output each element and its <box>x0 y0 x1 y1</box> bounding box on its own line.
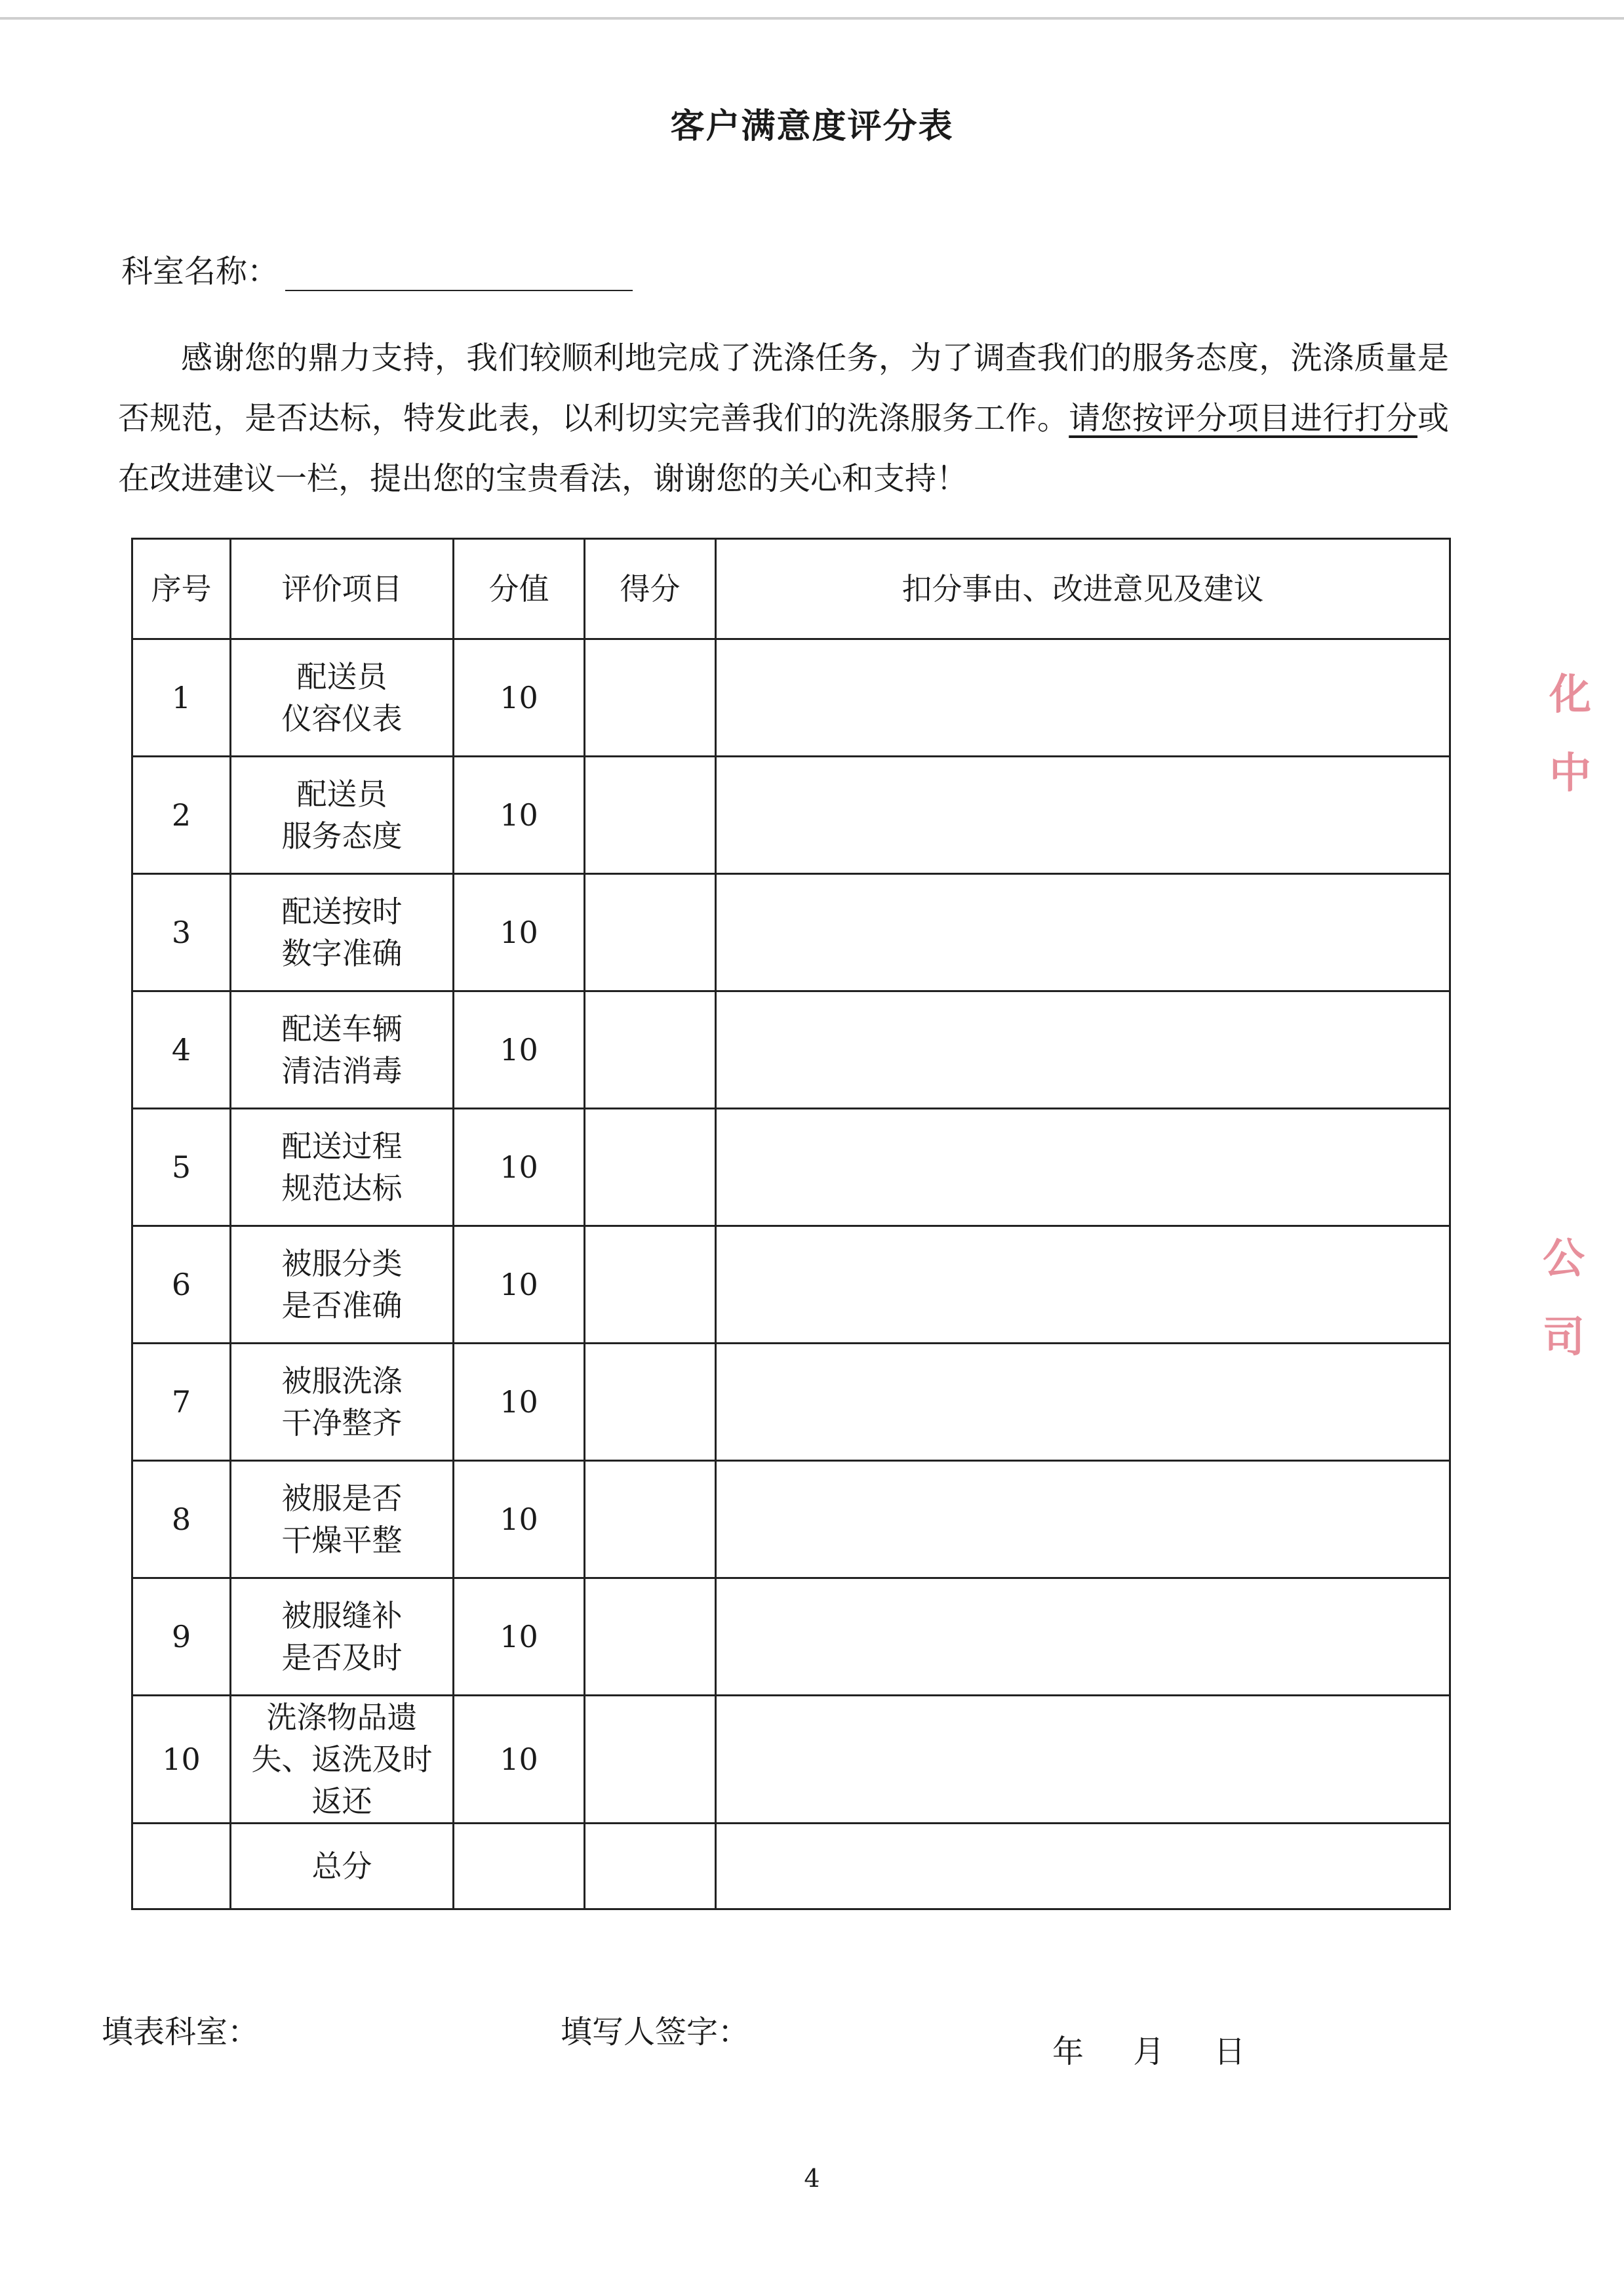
form-title: 客户满意度评分表 <box>670 106 954 146</box>
row-score-input[interactable] <box>585 1578 716 1696</box>
row-comment-input[interactable] <box>716 1461 1450 1578</box>
row-score-input[interactable] <box>585 874 716 991</box>
row-comment-input[interactable] <box>716 757 1450 874</box>
table-header-row <box>132 539 1450 639</box>
total-score-input[interactable] <box>585 1824 716 1909</box>
row-value: 10 <box>454 1461 585 1578</box>
row-score-input[interactable] <box>585 991 716 1109</box>
header-item: 评价项目 <box>231 539 454 639</box>
row-item: 被服缝补 是否及时 <box>231 1578 454 1696</box>
score-table <box>131 538 1451 1910</box>
header-comments: 扣分事由、改进意见及建议 <box>716 539 1450 639</box>
red-seal-stamp-2: 公司 <box>1543 1234 1585 1362</box>
row-no: 9 <box>132 1578 231 1696</box>
row-item: 被服洗涤 干净整齐 <box>231 1344 454 1461</box>
total-value <box>454 1824 585 1909</box>
row-no: 1 <box>132 639 231 757</box>
row-value: 10 <box>454 1696 585 1824</box>
row-no: 6 <box>132 1226 231 1344</box>
table-row <box>132 1696 1450 1824</box>
row-comment-input[interactable] <box>716 1344 1450 1461</box>
header-score: 得分 <box>585 539 716 639</box>
row-comment-input[interactable] <box>716 991 1450 1109</box>
intro-paragraph <box>118 328 1449 509</box>
filling-department: 填表科室： <box>102 2014 260 2050</box>
row-no: 5 <box>132 1109 231 1226</box>
row-item: 被服是否 干燥平整 <box>231 1461 454 1578</box>
row-no: 4 <box>132 991 231 1109</box>
total-comment-input[interactable] <box>716 1824 1450 1909</box>
row-item: 配送员 仪容仪表 <box>231 639 454 757</box>
row-no: 10 <box>132 1696 231 1824</box>
scan-edge-line <box>0 17 1624 20</box>
row-comment-input[interactable] <box>716 639 1450 757</box>
intro-text-1: 感谢您的鼎力支持，我们较顺利地完成了洗涤任务，为了调查我们的服务态度，洗涤质量是否规范，是否达标，特发此表，以利切实完善我们的洗涤服务工作。 <box>118 340 1449 437</box>
table-row <box>132 1109 1450 1226</box>
table-row <box>132 1344 1450 1461</box>
row-no: 8 <box>132 1461 231 1578</box>
row-item: 配送车辆 清洁消毒 <box>231 991 454 1109</box>
row-no: 2 <box>132 757 231 874</box>
row-item: 配送按时 数字准确 <box>231 874 454 991</box>
table-row <box>132 1461 1450 1578</box>
row-score-input[interactable] <box>585 1696 716 1824</box>
intro-text-2: 或在改进建议一栏，提出您的宝贵看法，谢谢您的关心和支持！ <box>118 400 1449 497</box>
row-score-input[interactable] <box>585 1344 716 1461</box>
row-score-input[interactable] <box>585 1109 716 1226</box>
total-row <box>132 1824 1450 1909</box>
red-seal-stamp: 化中 <box>1549 670 1591 798</box>
row-comment-input[interactable] <box>716 874 1450 991</box>
signer-signature: 填写人签字： <box>561 2014 750 2050</box>
table-row <box>132 639 1450 757</box>
row-comment-input[interactable] <box>716 1226 1450 1344</box>
total-label: 总分 <box>231 1824 454 1909</box>
row-value: 10 <box>454 1109 585 1226</box>
intro-underlined-text: 请您按评分项目进行打分 <box>1069 400 1417 437</box>
page-number: 4 <box>804 2164 820 2193</box>
date-field: 年 月 日 <box>1052 2033 1246 2070</box>
row-item: 配送员 服务态度 <box>231 757 454 874</box>
score-table-body <box>132 639 1450 1909</box>
row-value: 10 <box>454 757 585 874</box>
row-value: 10 <box>454 1344 585 1461</box>
row-score-input[interactable] <box>585 1461 716 1578</box>
row-value: 10 <box>454 1226 585 1344</box>
row-comment-input[interactable] <box>716 1109 1450 1226</box>
table-row <box>132 1226 1450 1344</box>
row-score-input[interactable] <box>585 1226 716 1344</box>
row-item: 被服分类 是否准确 <box>231 1226 454 1344</box>
table-row <box>132 874 1450 991</box>
department-name-field[interactable] <box>121 246 633 291</box>
row-value: 10 <box>454 1578 585 1696</box>
row-value: 10 <box>454 639 585 757</box>
table-row <box>132 1578 1450 1696</box>
row-score-input[interactable] <box>585 757 716 874</box>
row-item: 配送过程 规范达标 <box>231 1109 454 1226</box>
row-value: 10 <box>454 991 585 1109</box>
table-row <box>132 757 1450 874</box>
header-no: 序号 <box>132 539 231 639</box>
total-no <box>132 1824 231 1909</box>
department-name-blank[interactable] <box>285 290 633 291</box>
table-row <box>132 991 1450 1109</box>
department-name-label: 科室名称： <box>121 253 279 290</box>
row-value: 10 <box>454 874 585 991</box>
row-no: 3 <box>132 874 231 991</box>
row-comment-input[interactable] <box>716 1578 1450 1696</box>
row-comment-input[interactable] <box>716 1696 1450 1824</box>
row-no: 7 <box>132 1344 231 1461</box>
row-item: 洗涤物品遗 失、返洗及时 返还 <box>231 1696 454 1824</box>
header-value: 分值 <box>454 539 585 639</box>
row-score-input[interactable] <box>585 639 716 757</box>
